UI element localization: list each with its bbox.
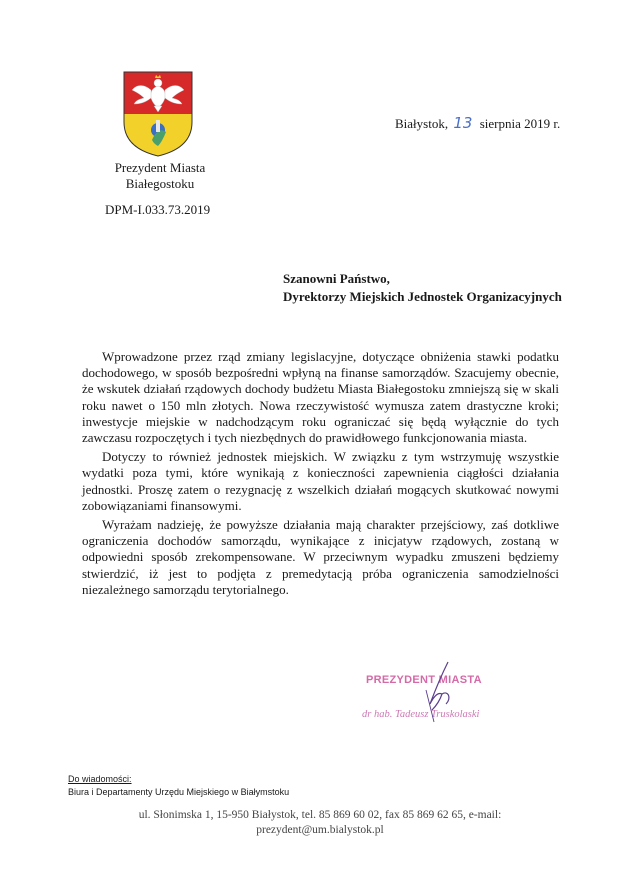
handwritten-signature-icon [330,660,540,730]
footer-contact [100,808,540,838]
signature-title: PREZYDENT MIASTA [366,674,482,686]
document-number: DPM-I.033.73.2019 [105,202,211,217]
coat-of-arms-icon [122,70,194,158]
signature-block [330,660,540,730]
salutation-line-2: Dyrektorzy Miejskich Jednostek Organizacyjnych [283,289,562,304]
body-paragraph: Wyrażam nadzieję, że powyższe działania mają charakter przejściowy, zaś dotkliwe ograniczenia dochodów samorządu, wynikające z inicjatyw rządowych, zostaną w odpowiedni sposób zrekompensowane. W przeciwnym wypadku zmuszeni będziemy stwierdzić, iż jest to podjęta z premedytacją próba ograniczenia samodzielności niezależnego samorządu terytorialnego. [82,517,559,597]
office-line-2: Białegostoku [125,176,195,191]
salutation-line-1: Szanowni Państwo, [283,271,390,286]
date-day-handwritten: 13 [453,114,473,132]
footer-email: prezydent@um.bialystok.pl [256,824,384,836]
office-line-1: Prezydent Miasta [114,160,206,175]
footer-address: ul. Słonimska 1, 15-950 Białystok, tel. 85 869 60 02, fax 85 869 62 65, e-mail: [138,809,502,821]
issuing-office [80,160,240,192]
body-paragraph: Wprowadzone przez rząd zmiany legislacyjne, dotyczące obniżenia stawki podatku dochodowego, w sposób bezpośredni wpłyną na finanse samorządów. Szacujemy obecnie, że wskutek działań rządowych dochody budżetu Miasta Białegostoku zmniejszą się w skali roku nawet o 150 mln złotych. Nowa rzeczywistość wymusza zatem drastyczne kroki; inwestycje miejskie w nadchodzącym roku ograniczać się będą wyłącznie do tych zawczasu rozpoczętych i tych niezbędnych do prawidłowego funkcjonowania miasta. [82,349,559,446]
salutation [283,270,562,306]
date-rest: sierpnia 2019 r. [479,116,561,131]
distribution-list [68,773,289,799]
date-city: Białystok, [395,116,449,131]
distribution-recipient: Biura i Departamenty Urzędu Miejskiego w Białymstoku [68,787,290,797]
distribution-title: Do wiadomości: [68,774,132,784]
letter-body [82,349,559,601]
body-paragraph: Dotyczy to również jednostek miejskich. W związku z tym wstrzymuję wszystkie wydatki poza tymi, które wynikają z konieczności zapewnienia ciągłości działania jednostki. Proszę zatem o rezygnację z wszelkich działań mogących skutkować nowymi zobowiązaniami finansowymi. [82,449,559,513]
signature-name: dr hab. Tadeusz Truskolaski [362,709,480,720]
date-line [395,114,560,132]
